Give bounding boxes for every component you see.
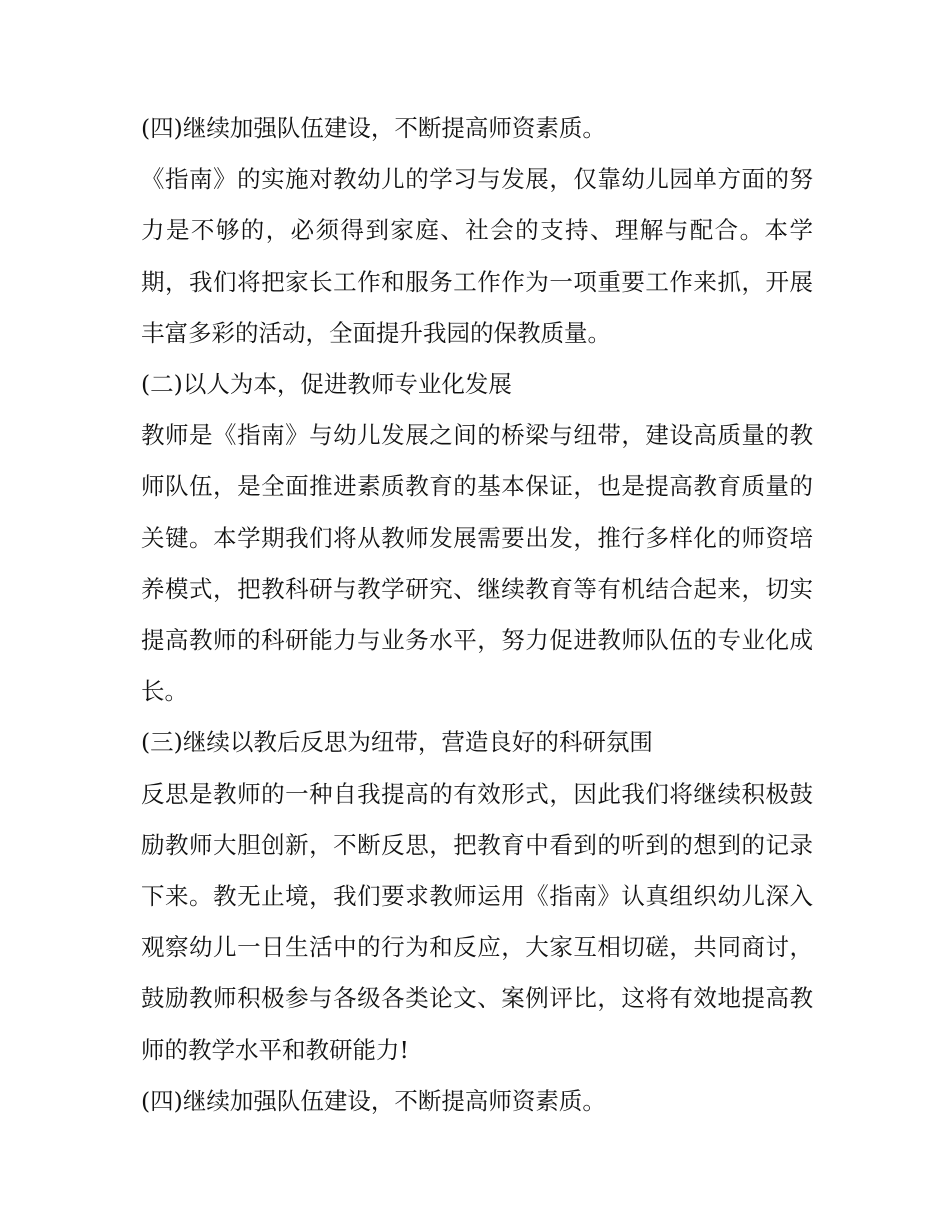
section-heading-1: (四)继续加强队伍建设，不断提高师资素质。	[141, 114, 606, 142]
section-heading-4: (四)继续加强队伍建设，不断提高师资素质。	[141, 1086, 606, 1115]
body-paragraph-3: 反思是教师的一种自我提高的有效形式，因此我们将继续积极鼓励教师大胆创新，不断反思，把教育中看到的听到的想到的记录下来。教无止境，我们要求教师运用《指南》认真组织幼儿深入观察幼儿一日生活中的行为和反应，大家互相切磋，共同商讨，鼓励教师积极参与各级各类论文、案例评比，这将有效地提高教师的教学水平和教研能力!	[141, 779, 813, 1064]
document-body	[141, 103, 813, 1127]
body-paragraph-2: 教师是《指南》与幼儿发展之间的桥梁与纽带，建设高质量的教师队伍，是全面推进素质教育的基本保证，也是提高教育质量的关键。本学期我们将从教师发展需要出发，推行多样化的师资培养模式，把教科研与教学研究、继续教育等有机结合起来，切实提高教师的科研能力与业务水平，努力促进教师队伍的专业化成长。	[141, 421, 813, 706]
body-paragraph-1: 《指南》的实施对教幼儿的学习与发展，仅靠幼儿园单方面的努力是不够的，必须得到家庭、社会的支持、理解与配合。本学期，我们将把家长工作和服务工作作为一项重要工作来抓，开展丰富多彩的活动，全面提升我园的保教质量。	[141, 165, 813, 347]
section-heading-2: (二)以人为本，促进教师专业化发展	[141, 370, 512, 399]
section-heading-3: (三)继续以教后反思为纽带，营造良好的科研氛围	[141, 728, 653, 757]
